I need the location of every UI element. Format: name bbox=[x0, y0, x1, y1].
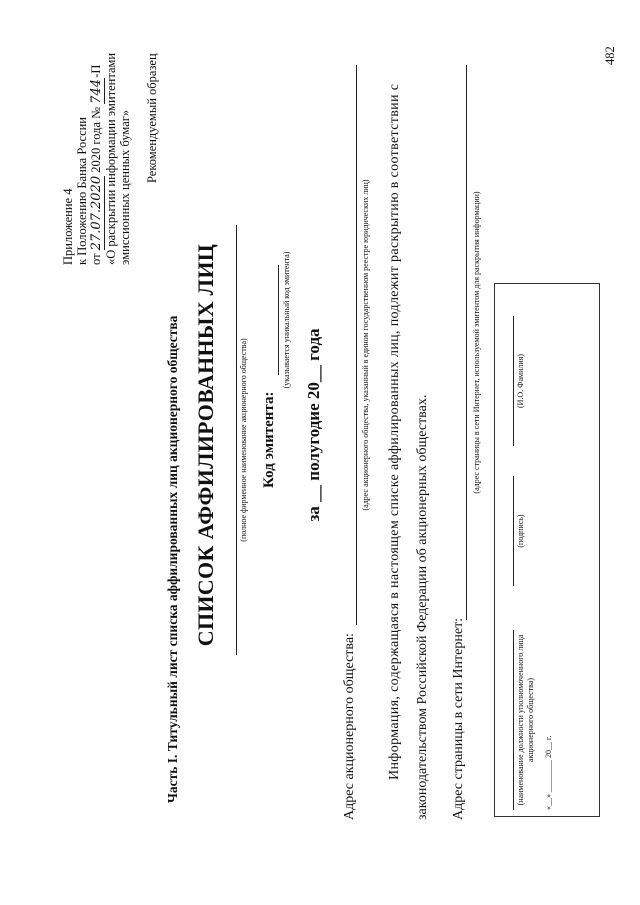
signature-block bbox=[494, 283, 600, 817]
issuer-code-label: Код эмитента: bbox=[261, 391, 277, 488]
appendix-line-5: эмиссионных ценных бумаг» bbox=[118, 109, 132, 265]
address-line bbox=[356, 65, 357, 625]
company-name-line bbox=[236, 225, 237, 655]
web-address-caption: (адрес страницы в сети Интернет, используемой эмитентом для раскрытия информации) bbox=[472, 191, 481, 494]
address-caption: (адрес акционерного общества, указанный в едином государственном реестре юридических лиц) bbox=[361, 179, 370, 511]
handwritten-date: 27.07.2020 bbox=[89, 175, 104, 251]
position-line bbox=[513, 630, 514, 810]
main-title: СПИСОК АФФИЛИРОВАННЫХ ЛИЦ bbox=[193, 243, 218, 647]
info-paragraph-line-2: законодательством Российской Федерации об акционерных обществах. bbox=[415, 394, 430, 820]
signature-line bbox=[513, 476, 514, 586]
appendix-from: от bbox=[89, 253, 103, 265]
appendix-line-2: к Положению Банка России bbox=[75, 117, 89, 265]
name-line bbox=[513, 316, 514, 446]
issuer-code-caption: (указывается уникальный код эмитента) bbox=[282, 251, 291, 389]
signature-caption: (подпись) bbox=[516, 514, 525, 548]
web-address-line bbox=[466, 65, 467, 620]
address-label: Адрес акционерного общества: bbox=[342, 633, 357, 820]
page-number: 482 bbox=[603, 46, 617, 65]
part-title: Часть I. Титульный лист списка аффилированных лиц акционерного общества bbox=[165, 315, 180, 803]
signature-date: «__» ________ 20__ г. bbox=[544, 735, 553, 810]
reporting-period: за __ полугодие 20__ года bbox=[304, 328, 323, 522]
appendix-line-4: «О раскрытии информации эмитентами bbox=[104, 52, 118, 265]
web-address-label: Адрес страницы в сети Интернет: bbox=[451, 617, 466, 820]
appendix-suffix: -П bbox=[89, 64, 103, 78]
issuer-code-line bbox=[278, 265, 279, 375]
handwritten-number: 744 bbox=[89, 79, 104, 104]
appendix-line-1: Приложение 4 bbox=[61, 188, 75, 265]
info-paragraph-line-1: Информация, содержащаяся в настоящем списке аффилированных лиц, подлежит раскрытию в соответствии с bbox=[387, 83, 402, 780]
recommended-sample: Рекомендуемый образец bbox=[145, 53, 159, 183]
company-name-caption: (полное фирменное наименование акционерного общества) bbox=[239, 338, 248, 542]
appendix-year: 2020 года № bbox=[89, 106, 103, 173]
name-caption: (И.О. Фамилия) bbox=[516, 353, 525, 409]
position-caption-2: акционерного общества) bbox=[526, 677, 535, 763]
position-caption-1: (наименование должности уполномоченного лица bbox=[516, 634, 525, 806]
appendix-line-3 bbox=[90, 65, 105, 265]
